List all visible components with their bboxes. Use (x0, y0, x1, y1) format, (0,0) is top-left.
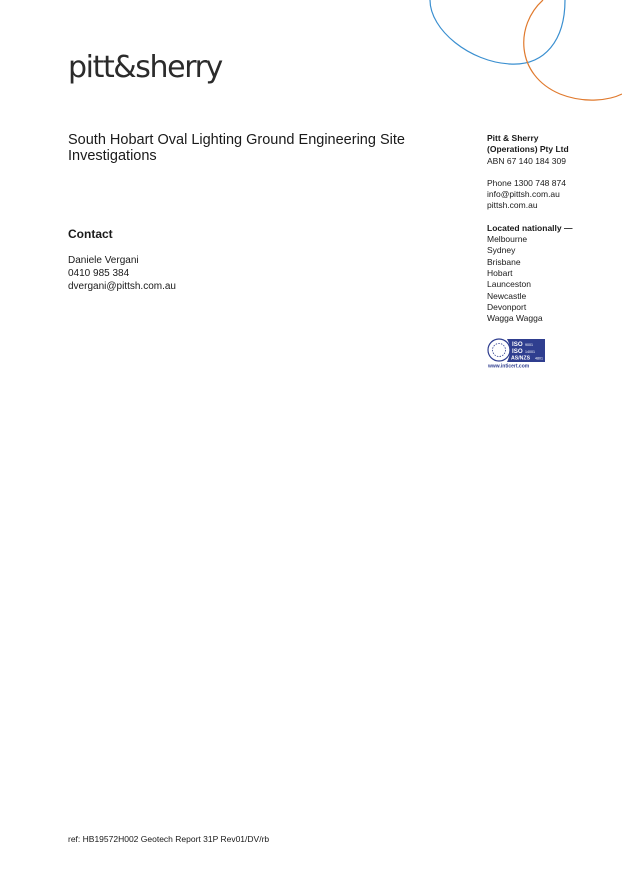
city-item: Devonport (487, 301, 527, 312)
contact-email: dvergani@pittsh.com.au (68, 281, 176, 292)
company-name-line1: Pitt & Sherry (487, 133, 539, 143)
cert-num3: 4801 (535, 356, 543, 361)
company-email: info@pittsh.com.au (487, 189, 560, 200)
footer-reference: ref: HB19572H002 Geotech Report 31P Rev01/DV/rb (68, 834, 270, 844)
city-item: Newcastle (487, 290, 527, 301)
document-title: South Hobart Oval Lighting Ground Engineering Site Investigations (68, 132, 405, 164)
city-list (487, 234, 607, 324)
cert-iso1: ISO (512, 341, 523, 348)
located-heading: Located nationally — (487, 222, 573, 233)
cert-as-nzs: AS/NZS (511, 355, 531, 362)
cert-website: www.inticert.com (488, 363, 530, 369)
company-website: pittsh.com.au (487, 200, 538, 211)
company-abn: ABN 67 140 184 309 (487, 155, 566, 166)
city-item: Launceston (487, 279, 531, 290)
city-item: Sydney (487, 245, 516, 256)
blue-arc (430, 0, 565, 64)
city-item: Hobart (487, 267, 513, 278)
cert-iso2: ISO (512, 348, 523, 355)
city-item: Brisbane (487, 256, 521, 267)
iso-certification-badge (487, 336, 547, 369)
orange-arc (524, 0, 622, 100)
contact-name: Daniele Vergani (68, 255, 139, 266)
contact-details (68, 254, 176, 293)
company-logo: pitt&sherry (68, 50, 222, 85)
contact-phone: 0410 985 384 (68, 268, 130, 279)
contact-heading: Contact (68, 227, 113, 241)
company-name-line2: (Operations) Pty Ltd (487, 144, 569, 155)
cert-seal-icon (488, 339, 510, 361)
cert-num1: 9001 (525, 343, 533, 347)
company-info (487, 133, 607, 324)
cert-num2: 14001 (525, 350, 535, 354)
company-phone: Phone 1300 748 874 (487, 177, 566, 188)
city-item: Melbourne (487, 234, 528, 245)
city-item: Wagga Wagga (487, 313, 543, 324)
